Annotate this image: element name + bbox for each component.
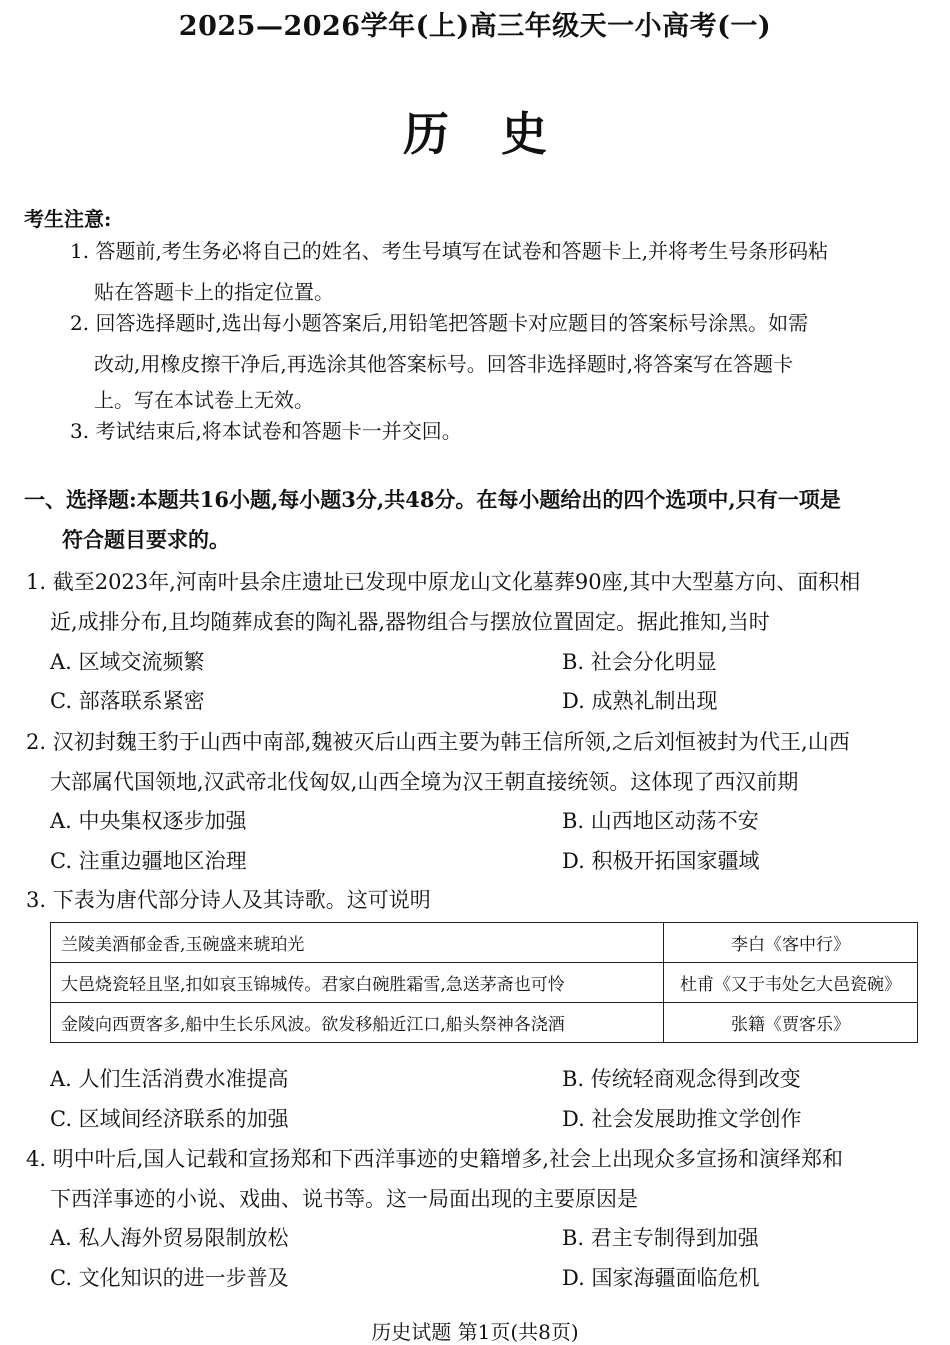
question-1-line-2: 近,成排分布,且均随葬成套的陶礼器,器物组合与摆放位置固定。据此推知,当时 xyxy=(50,610,770,634)
author-cell: 张籍《贾客乐》 xyxy=(664,1003,918,1043)
author-cell: 李白《客中行》 xyxy=(664,923,918,963)
question-4-line-2: 下西洋事迹的小说、戏曲、说书等。这一局面出现的主要原因是 xyxy=(50,1187,638,1211)
question-3-option-c: C. 区域间经济联系的加强 xyxy=(50,1107,289,1131)
question-1-option-d: D. 成熟礼制出现 xyxy=(562,689,718,713)
question-4-option-b: B. 君主专制得到加强 xyxy=(562,1226,759,1250)
question-1-option-b: B. 社会分化明显 xyxy=(562,650,717,674)
notice-item-2-line-2: 改动,用橡皮擦干净后,再选涂其他答案标号。回答非选择题时,将答案写在答题卡 xyxy=(94,352,794,376)
question-2-line-2: 大部属代国领地,汉武帝北伐匈奴,山西全境为汉王朝直接统领。这体现了西汉前期 xyxy=(50,770,799,794)
question-3-option-b: B. 传统轻商观念得到改变 xyxy=(562,1067,801,1091)
section-heading: 一、选择题:本题共16小题,每小题3分,共48分。在每小题给出的四个选项中,只有一项是 xyxy=(24,487,841,512)
page-footer: 历史试题 第1页(共8页) xyxy=(371,1320,579,1344)
table-row xyxy=(51,1003,918,1043)
notice-item-1-line-2: 贴在答题卡上的指定位置。 xyxy=(94,280,334,304)
question-1-option-a: A. 区域交流频繁 xyxy=(50,650,205,674)
question-4-option-d: D. 国家海疆面临危机 xyxy=(562,1266,760,1290)
subject-title: 历史 xyxy=(403,107,599,161)
question-1-option-c: C. 部落联系紧密 xyxy=(50,689,205,713)
author-cell: 杜甫《又于韦处乞大邑瓷碗》 xyxy=(664,963,918,1003)
question-2-option-d: D. 积极开拓国家疆域 xyxy=(562,849,760,873)
question-2-line-1: 2. 汉初封魏王豹于山西中南部,魏被灭后山西主要为韩王信所领,之后刘恒被封为代王,山西 xyxy=(26,730,850,754)
poem-cell: 兰陵美酒郁金香,玉碗盛来琥珀光 xyxy=(51,923,664,963)
notice-item-2-line-1: 2. 回答选择题时,选出每小题答案后,用铅笔把答题卡对应题目的答案标号涂黑。如需 xyxy=(70,311,809,335)
exam-title: 2025—2026学年(上)高三年级天一小高考(一) xyxy=(178,11,772,42)
notice-item-2-line-3: 上。写在本试卷上无效。 xyxy=(94,388,314,412)
question-2-option-c: C. 注重边疆地区治理 xyxy=(50,849,247,873)
poem-cell: 大邑烧瓷轻且坚,扣如哀玉锦城传。君家白碗胜霜雪,急送茅斋也可怜 xyxy=(51,963,664,1003)
question-2-option-a: A. 中央集权逐步加强 xyxy=(50,809,247,833)
section-heading-cont: 符合题目要求的。 xyxy=(62,527,230,552)
poem-cell: 金陵向西贾客多,船中生长乐风波。欲发移船近江口,船头祭神各浇酒 xyxy=(51,1003,664,1043)
question-3-option-d: D. 社会发展助推文学创作 xyxy=(562,1107,802,1131)
question-2-option-b: B. 山西地区动荡不安 xyxy=(562,809,759,833)
notice-heading: 考生注意: xyxy=(24,207,112,231)
question-4-line-1: 4. 明中叶后,国人记载和宣扬郑和下西洋事迹的史籍增多,社会上出现众多宣扬和演绎郑和 xyxy=(26,1147,844,1171)
question-1-line-1: 1. 截至2023年,河南叶县余庄遗址已发现中原龙山文化墓葬90座,其中大型墓方向、面积相 xyxy=(26,570,861,594)
question-4-option-c: C. 文化知识的进一步普及 xyxy=(50,1266,289,1290)
notice-item-1-line-1: 1. 答题前,考生务必将自己的姓名、考生号填写在试卷和答题卡上,并将考生号条形码粘 xyxy=(70,239,829,263)
question-3-line-1: 3. 下表为唐代部分诗人及其诗歌。这可说明 xyxy=(26,888,431,912)
notice-item-3-line-1: 3. 考试结束后,将本试卷和答题卡一并交回。 xyxy=(70,419,462,443)
question-3-option-a: A. 人们生活消费水准提高 xyxy=(50,1067,289,1091)
table-row xyxy=(51,963,918,1003)
question-4-option-a: A. 私人海外贸易限制放松 xyxy=(50,1226,289,1250)
poems-table xyxy=(50,922,918,1043)
table-row xyxy=(51,923,918,963)
